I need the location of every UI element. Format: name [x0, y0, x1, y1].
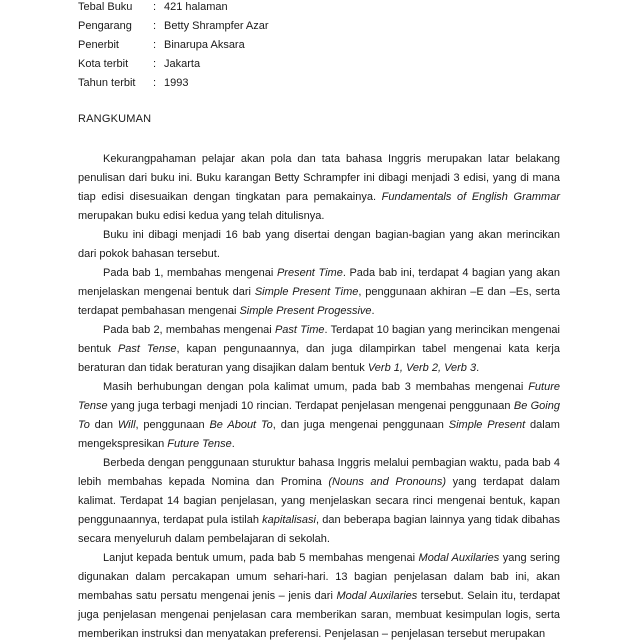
meta-colon: :	[153, 77, 157, 89]
italic-term: Future Tense	[78, 381, 560, 412]
meta-value: 1993	[164, 77, 189, 89]
meta-value: Betty Shrampfer Azar	[164, 20, 269, 32]
meta-colon: :	[153, 58, 157, 70]
italic-term: Future Tense	[167, 438, 232, 450]
text-run: , kapan pengunaannya, dan juga dilampirkan tabel mengenai kata kerja beraturan dan tidak beraturan yang disajikan dalam bentuk	[78, 343, 560, 374]
text-run: tersebut. Selain itu, terdapat juga penjelasan mengenai penjelasan cara memberikan saran, membuat kesimpulan logis, serta memberikan instruksi dan menyatakan preferensi. Penjelasan – penjelasan tersebut merupakan	[78, 590, 560, 640]
text-run: , dan beberapa bagian lainnya yang tidak dibahas secara menyeluruh dalam pembelajaran di sekolah.	[78, 514, 560, 545]
text-run: Pada bab 1, membahas mengenai	[103, 267, 277, 279]
text-run: .	[231, 438, 235, 450]
meta-label: Pengarang	[78, 20, 132, 32]
text-run: yang juga terbagi menjadi 10 rincian. Terdapat penjelasan mengenai penggunaan	[107, 400, 514, 412]
text-run: Masih berhubungan dengan pola kalimat umum, pada bab 3 membahas mengenai	[103, 381, 529, 393]
italic-term: Simple Present Progessive	[239, 305, 372, 317]
paragraph	[78, 321, 560, 378]
summary-body	[78, 150, 560, 644]
text-run: .	[476, 362, 480, 374]
italic-term: Modal Auxilaries	[336, 590, 418, 602]
paragraph	[78, 454, 560, 549]
text-run: dan	[89, 419, 118, 431]
text-run: . Terdapat 10 bagian yang merincikan mengenai bentuk	[78, 324, 560, 355]
meta-label: Kota terbit	[78, 58, 129, 70]
text-run: Buku ini dibagi menjadi 16 bab yang disertai dengan bagian-bagian yang akan merincikan dari pokok bahasan tersebut.	[78, 229, 560, 260]
text-run: yang terdapat dalam kalimat. Terdapat 14 bagian penjelasan, yang menjelaskan secara rinci mengenai bentuk, kapan penggunaannya, terdapat pula istilah	[78, 476, 560, 526]
text-run: Kekurangpahaman pelajar akan pola dan tata bahasa Inggris merupakan latar belakang penulisan dari buku ini. Buku karangan Betty Schrampfer ini dibagi menjadi 3 edisi, yang di mana tiap edisi disesuaikan dengan tingkatan para pemakainya.	[78, 153, 560, 203]
text-run: Lanjut kepada bentuk umum, pada bab 5 membahas mengenai	[103, 552, 419, 564]
italic-term: Modal Auxilaries	[418, 552, 500, 564]
italic-term: kapitalisasi	[262, 514, 316, 526]
paragraph	[78, 226, 560, 264]
italic-term: Will	[117, 419, 136, 431]
meta-value: Binarupa Aksara	[164, 39, 245, 51]
meta-label: Tebal Buku	[78, 1, 133, 13]
italic-term: Simple Present Time	[254, 286, 359, 298]
paragraph	[78, 378, 560, 454]
text-run: .	[371, 305, 375, 317]
text-run: merupakan buku edisi kedua yang telah ditulisnya.	[78, 210, 325, 222]
italic-term: Fundamentals of English Grammar	[381, 191, 560, 203]
text-run: Berbeda dengan penggunaan sturuktur bahasa Inggris melalui pembagian waktu, pada bab 4 lebih membahas kepada Nomina dan Promina	[78, 457, 560, 488]
section-heading: RANGKUMAN	[78, 113, 152, 125]
italic-term: Past Tense	[117, 343, 177, 355]
meta-label: Penerbit	[78, 39, 119, 51]
italic-term: (Nouns and Pronouns)	[328, 476, 447, 488]
paragraph	[78, 264, 560, 321]
italic-term: Be About To	[209, 419, 273, 431]
meta-colon: :	[153, 20, 157, 32]
text-run: dalam mengekspresikan	[78, 419, 560, 450]
paragraph	[78, 150, 560, 226]
text-run: , penggunaan	[135, 419, 210, 431]
italic-term: Present Time	[276, 267, 343, 279]
text-run: , penggunaan akhiran –E dan –Es, serta terdapat pembahasan mengenai	[78, 286, 560, 317]
meta-label: Tahun terbit	[78, 77, 136, 89]
meta-value: 421 halaman	[164, 1, 228, 13]
italic-term: Simple Present	[448, 419, 526, 431]
text-run: yang sering digunakan dalam percakapan umum sehari-hari. 13 bagian penjelasan dalam bab ini, akan membahas satu persatu mengenai jenis – jenis dari	[78, 552, 560, 602]
italic-term: Past Time	[274, 324, 325, 336]
meta-colon: :	[153, 39, 157, 51]
text-run: , dan juga mengenai penggunaan	[272, 419, 449, 431]
meta-colon: :	[153, 1, 157, 13]
text-run: . Pada bab ini, terdapat 4 bagian yang akan menjelaskan mengenai bentuk dari	[78, 267, 560, 298]
italic-term: Verb 1, Verb 2, Verb 3	[367, 362, 477, 374]
meta-value: Jakarta	[164, 58, 201, 70]
text-run: Pada bab 2, membahas mengenai	[103, 324, 275, 336]
italic-term: Be Going To	[78, 400, 560, 431]
